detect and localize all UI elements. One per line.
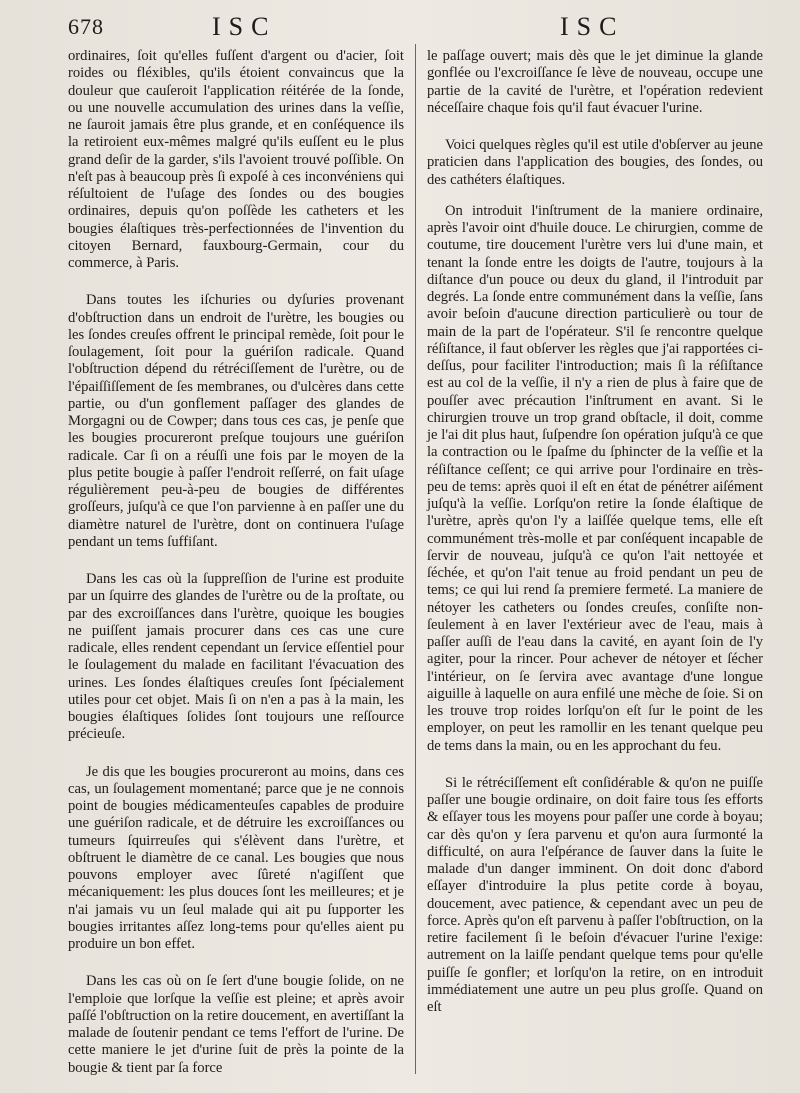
paragraph: Dans les cas où on ſe ſert d'une bougie ſolide, on ne l'emploie que lorſque la veſſie est pleine; et après avoir paſſé l'obſtruction on la retire doucement, en avertiſſant la malade de ſoutenir pendant ce tems l'effort de l'urine. De cette maniere le jet d'urine ſuit de près la pointe de la bougie & tient par ſa force [68, 973, 404, 1076]
paragraph: Je dis que les bougies procureront au moins, dans ces cas, un ſoulagement momentané; parce que je ne connois point de bougies médicamenteuſes capables de produire une guériſon radicale, et de détruire les excroiſſances ou tumeurs ſquirreuſes qui s'élèvent dans l'urètre, et obſtruent le diamètre de ce canal. Les bougies que nous pouvons employer avec ſûreté n'agiſſent que mécaniquement: les plus douces ſont les meilleures; et je n'ai jamais vu un ſeul malade qui ait pu ſupporter les bougies irritantes aſſez long-tems pour qu'elles aient pu produire un bon effet. [68, 763, 404, 952]
paragraph: ordinaires, ſoit qu'elles fuſſent d'argent ou d'acier, ſoit roides ou fléxibles, qu'ils étoient convaincus que la douleur que cauſeroit l'application réitérée de la ſonde, ou une nouvelle accumulation des urines dans la veſſie, ne ſauroit jamais être plus grande, et en conſéquence ils la retiroient eux-mêmes malgré qu'ils euſſent eu le plus grand deſir de la garder, s'ils l'avoient trouvé poſſible. On n'eſt pas à beaucoup près ſi expoſé à ces inconvéniens qui réſultoient de l'uſage des ſondes ou des bougies ordinaires, depuis qu'on poſſède les catheters et les bougies élaſtiques très-perfectionnées de l'invention du citoyen Bernard, fauxbourg-Germain, cour du commerce, à Paris. [68, 48, 404, 271]
paragraph: Dans les cas où la ſuppreſſion de l'urine est produite par un ſquirre des glandes de l'urètre ou de la proſtate, ou par des excroiſſances dans l'urètre, quoique les bougies ne puiſſent jamais procurer dans ces cas une cure radicale, elles rendent cependant un ſervice eſſentiel pour le ſoulagement du malade en facilitant l'évacuation des urines. Les ſondes élaſtiques creuſes ſont ſpécialement utiles pour cet objet. Mais ſi on n'en a pas à la main, les bougies élaſtiques ſolides ſont toujours une reſſource précieuſe. [68, 571, 404, 743]
page-number: 678 [68, 14, 104, 39]
column-divider [415, 44, 416, 1074]
page-header [0, 10, 800, 44]
left-column [68, 48, 404, 1077]
running-head-right: ISC [560, 12, 625, 41]
paragraph: Si le rétréciſſement eſt conſidérable & qu'on ne puiſſe paſſer une bougie ordinaire, on doit faire tous ſes efforts & eſſayer tous les moyens pour paſſer une corde à boyau; car dès qu'on y ſera parvenu et qu'on aura ſurmonté la difficulté, on aura l'eſpérance de ſauver dans la ſuite le malade d'un danger imminent. On doit donc d'abord eſſayer d'introduire la plus petite corde à boyau, doucement, avec patience, & cependant avec un peu de force. Après qu'on eſt parvenu à paſſer l'obſtruction, on la retire facilement ſi le beſoin d'évacuer l'urine l'exige: autrement on la laiſſe pendant quelque tems pour qu'elle puiſſe ſe gonfler; et lorſqu'on la retire, on en introduit immédiatement une autre un peu plus groſſe. Quand on eſt [427, 774, 763, 1015]
paragraph: Dans toutes les iſchuries ou dyſuries provenant d'obſtruction dans un endroit de l'urètre, les bougies ou les ſondes creuſes offrent le principal remède, ſoit pour le ſoulagement, ſoit pour la guériſon radicale. Quand l'obſtruction dépend du rétréciſſement de l'urètre, ou de l'épaiſſiſſement de ſes membranes, ou d'ulcères dans cette partie, ou d'un gonflement paſſager des glandes de Morgagni ou de Cowper; dans tous ces cas, je penſe que les bougies procureront preſque toujours une guériſon radicale. Car ſi on a réuſſi une fois par le moyen de la plus petite bougie à paſſer l'endroit reſſerré, on fait uſage régulièrement peu-à-peu de bougies de différentes groſſeurs, juſqu'à ce que l'on parvienne à en paſſer une du diamètre naturel de l'urètre, dont on continuera l'uſage pendant un tems ſuffiſant. [68, 292, 404, 550]
paragraph: le paſſage ouvert; mais dès que le jet diminue la glande gonflée ou l'excroiſſance ſe lève de nouveau, occupe une partie de la cavité de l'urètre, et l'opération redevient néceſſaire chaque fois qu'il faut évacuer l'urine. [427, 48, 763, 116]
paragraph: Voici quelques règles qu'il est utile d'obſerver au jeune praticien dans l'application des bougies, des ſondes, ou des cathéters élaſtiques. [427, 137, 763, 188]
paragraph: On introduit l'inſtrument de la maniere ordinaire, après l'avoir oint d'huile douce. Le chirurgien, comme de coutume, tire doucement l'urètre vers lui d'une main, et tenant la ſonde entre les doigts de l'autre, toujours à la diſtance d'un pouce ou deux du gland, il l'introduit par degrés. La ſonde entre communément dans la veſſie, ſans avoir beſoin d'aucune direction particulierè ou tour de main de la part de l'opérateur. S'il ſe rencontre quelque réſiſtance, il faut obſerver les règles que j'ai rapportées ci-deſſus, pour faciliter l'introduction; mais ſi la réſiſtance est au col de la veſſie, il n'y a rien de plus à faire que de pouſſer avec précaution l'inſtrument en avant. Si le chirurgien trouve un trop grand obſtacle, il doit, comme je l'ai dit plus haut, ſuſpendre ſon opération juſqu'à ce que la contraction ou le ſpaſme du ſphincter de la veſſie et la réſiſtance ceſſent; ce qui arrive pour l'ordinaire en très-peu de tems: après quoi il eſt en état de pénétrer aiſément juſqu'à la veſſie. Lorſqu'on retire la ſonde élaſtique de l'urètre, après qu'on l'y a laiſſée quelque tems, elle eſt communément très-molle et par conſéquent incapable de ſervir de nouveau, juſqu'à ce qu'on l'ait nettoyée et ſéchée, et qu'on l'ait tenue au froid pendant un peu de tems; ce qui lui rend ſa premiere fermeté. La maniere de nétoyer les catheters ou ſondes creuſes, conſiſte non-ſeulement à en laver l'extérieur avec de l'eau, mais à paſſer auſſi de l'eau dans la cavité, en ayant ſoin de l'y agiter, pour la rincer. Pour achever de nétoyer et ſécher l'intérieur, on ſe ſervira avec avantage d'une longue aiguille à laquelle on aura enfilé une mèche de ſoie. Si on les trouve trop roides lorſqu'on eſt ſur le point de les employer, on peut les ramollir en les tenant quelque peu de tems dans la main, ou en les approchant du feu. [427, 202, 763, 754]
running-head-left: ISC [212, 12, 277, 41]
right-column [427, 48, 763, 1016]
